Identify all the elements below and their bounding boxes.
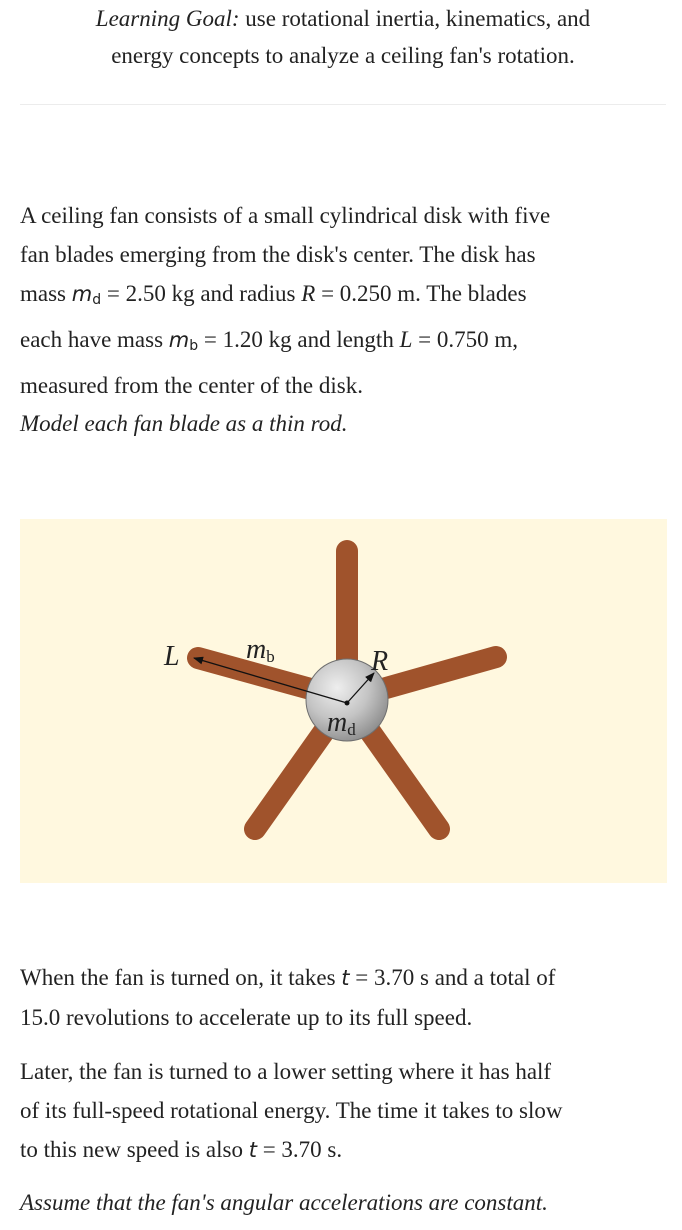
disk-mass-symbol-subscript: d xyxy=(92,292,102,308)
time-symbol-later: t xyxy=(248,1138,257,1162)
description-line3-a: mass xyxy=(20,281,72,306)
learning-goal-text-line2: energy concepts to analyze a ceiling fan's rotation. xyxy=(111,43,575,68)
turn-on-paragraph xyxy=(20,958,660,1037)
figure-label-disk-mass-letter: m xyxy=(327,707,348,738)
description-line1: A ceiling fan consists of a small cylindrical disk with five xyxy=(20,203,551,228)
ceiling-fan-figure xyxy=(20,519,667,883)
length-symbol: L xyxy=(399,327,413,352)
time-symbol: t xyxy=(341,966,350,990)
turn-on-line2: 15.0 revolutions to accelerate up to its full speed. xyxy=(20,1005,473,1030)
problem-description xyxy=(20,196,660,405)
turn-on-line1-a: When the fan is turned on, it takes xyxy=(20,965,342,990)
turn-on-line1-b: = 3.70 s and a total of xyxy=(349,965,556,990)
description-line5: measured from the center of the disk. xyxy=(20,373,363,398)
ceiling-fan-diagram xyxy=(20,519,667,883)
learning-goal-label: Learning Goal: xyxy=(95,6,240,31)
figure-label-blade-mass-letter: m xyxy=(246,634,267,665)
assumption-note: Assume that the fan's angular accelerations are constant. xyxy=(20,1190,548,1215)
blade-mass-symbol-subscript: b xyxy=(189,338,199,354)
description-line4-c: = 0.750 m, xyxy=(412,327,518,352)
figure-label-blade-mass xyxy=(246,636,275,671)
later-line1: Later, the fan is turned to a lower setting where it has half xyxy=(20,1059,552,1084)
learning-goal-text-line1: use rotational inertia, kinematics, and xyxy=(239,6,591,31)
model-note: Model each fan blade as a thin rod. xyxy=(20,411,348,436)
section-divider xyxy=(20,104,666,105)
later-line3-b: = 3.70 s. xyxy=(256,1137,343,1162)
disk-mass-symbol-letter: m xyxy=(71,282,93,306)
later-line2: of its full-speed rotational energy. The time it takes to slow xyxy=(20,1098,563,1123)
description-line2: fan blades emerging from the disk's center. The disk has xyxy=(20,242,536,267)
blade-mass-symbol-letter: m xyxy=(168,328,190,352)
figure-label-disk-mass-subscript: d xyxy=(347,720,356,739)
blade-mass-symbol xyxy=(169,328,198,352)
description-line3-c: = 0.250 m. The blades xyxy=(315,281,527,306)
hub-center-dot xyxy=(345,701,350,706)
figure-label-radius: R xyxy=(371,646,389,677)
figure-label-disk-mass xyxy=(327,709,356,744)
radius-symbol: R xyxy=(301,281,316,306)
figure-label-length: L xyxy=(164,641,180,672)
learning-goal xyxy=(20,0,666,74)
description-line4-b: = 1.20 kg and length xyxy=(198,327,400,352)
description-line3-b: = 2.50 kg and radius xyxy=(101,281,302,306)
later-line3-a: to this new speed is also xyxy=(20,1137,249,1162)
disk-mass-symbol xyxy=(72,282,101,306)
figure-label-blade-mass-subscript: b xyxy=(266,647,275,666)
description-line4-a: each have mass xyxy=(20,327,169,352)
later-paragraph xyxy=(20,1052,660,1170)
